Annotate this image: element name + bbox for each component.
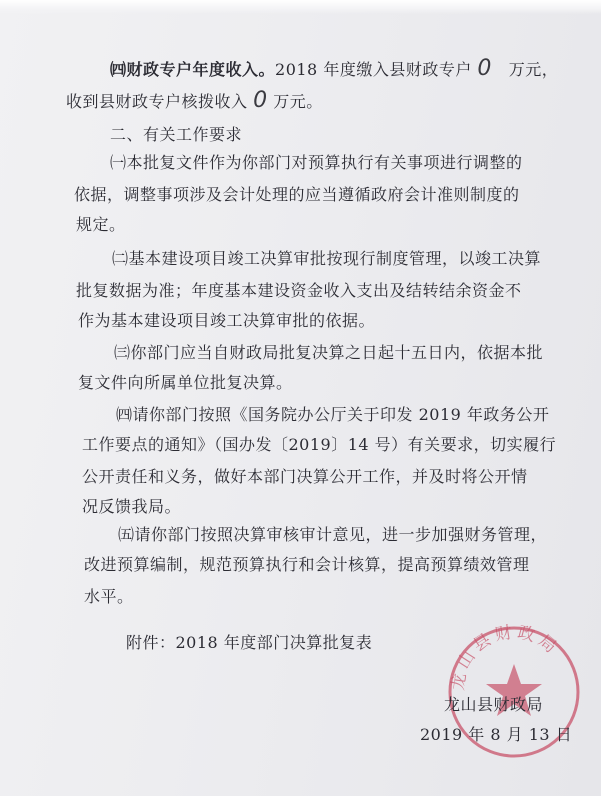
finance-account-line-2 [66, 90, 323, 113]
signature-date: 2019 年 8 月 13 日 [420, 725, 573, 744]
item2-line-2: 批复数据为准；年度基本建设资金收入支出及结转结余资金不 [76, 281, 522, 300]
item5-line-1: ㈤请你部门按照决算审核审计意见，进一步加强财务管理， [118, 525, 548, 544]
finance-account-line1-amount: 0 [477, 56, 492, 81]
item1-line-3: 规定。 [76, 215, 126, 234]
item3-line-1: ㈢你部门应当自财政局批复决算之日起十五日内，依据本批 [114, 343, 544, 362]
requirements-heading: 二、有关工作要求 [110, 125, 243, 144]
item2-line-3: 作为基本建设项目竣工决算审批的依据。 [78, 311, 376, 330]
finance-account-line-1 [110, 58, 558, 81]
item4-line-4: 况反馈我局。 [82, 497, 182, 516]
finance-account-line1-text: 2018 年度缴入县财政专户 [275, 60, 472, 79]
item2-line-1: ㈡基本建设项目竣工决算审批按现行制度管理，以竣工决算 [112, 249, 542, 268]
signature-org: 龙山县财政局 [444, 695, 544, 714]
svg-text:龙山县财政局: 龙山县财政局 [448, 622, 564, 692]
item3-line-2: 复文件向所属单位批复决算。 [78, 373, 293, 392]
item5-line-3: 水平。 [84, 587, 134, 606]
item4-line-1: ㈣请你部门按照《国务院办公厅关于印发 2019 年政务公开 [116, 405, 550, 424]
attachment-line: 附件：2018 年度部门决算批复表 [126, 633, 373, 652]
finance-account-line2-amount: 0 [253, 88, 268, 113]
item5-line-2: 改进预算编制，规范预算执行和会计核算，提高预算绩效管理 [84, 555, 530, 574]
item1-line-1: ㈠本批复文件作为你部门对预算执行有关事项进行调整的 [110, 153, 523, 172]
finance-account-line1-unit: 万元， [508, 60, 559, 79]
finance-account-line2-unit: 万元。 [273, 92, 323, 111]
finance-account-heading: ㈣财政专户年度收入。 [110, 60, 276, 79]
finance-account-line2-text: 收到县财政专户核拨收入 [66, 92, 248, 111]
item4-line-2: 工作要点的通知》（国办发〔2019〕14 号）有关要求，切实履行 [82, 435, 557, 454]
item4-line-3: 公开责任和义务，做好本部门决算公开工作，并及时将公开情 [82, 467, 528, 486]
paper-fold-highlight [0, 0, 601, 14]
item1-line-2: 依据，调整事项涉及会计处理的应当遵循政府会计准则制度的 [74, 185, 520, 204]
